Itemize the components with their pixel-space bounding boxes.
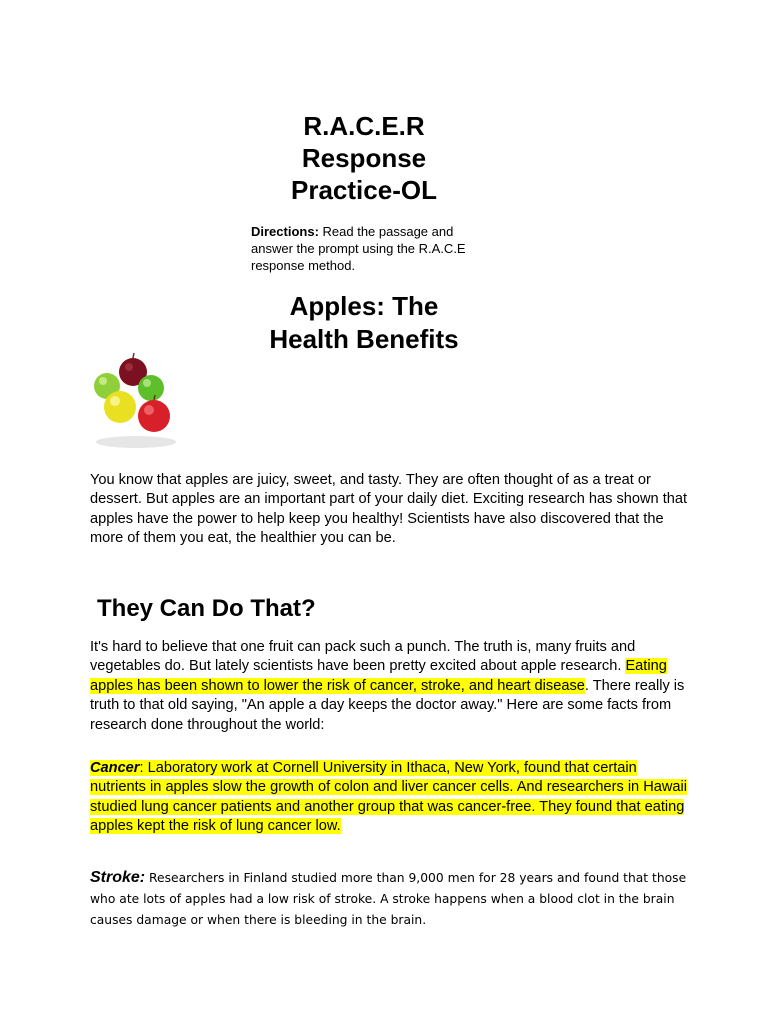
apples-image: [90, 350, 180, 450]
intro-paragraph: You know that apples are juicy, sweet, and tasty. They are often thought of as a treat or dessert. But apples are an important part of your daily diet. Exciting research has shown that apples have the power to help keep you healthy! Scientists have also discovered that the more of them you eat, the healthier you can be.: [90, 472, 688, 547]
article-title-line-2: Health Benefits: [269, 324, 459, 354]
stroke-paragraph: [90, 867, 690, 931]
article-title-line-1: Apples: The: [289, 291, 439, 321]
section-p1-start: It's hard to believe that one fruit can pack such a punch. The truth is, many fruits and vegetables do. But lately scientists have been pretty excited about apple research.: [90, 639, 636, 675]
cancer-label: Cancer: [90, 760, 140, 776]
stroke-colon: :: [139, 869, 146, 886]
title-line-3: Practice-OL: [291, 175, 437, 205]
directions-text: Read the passage and answer the prompt using the R.A.C.E response method.: [251, 224, 466, 273]
stroke-text: Researchers in Finland studied more than 9,000 men for 28 years and found that those who ate lots of apples had a low risk of stroke. A stroke happens when a blood clot in the brain causes damage or when there is bleeding in the brain.: [90, 871, 687, 927]
stroke-label-text: Stroke: [90, 869, 140, 886]
directions: [251, 223, 481, 274]
section-p1-end: . There really is truth to that old saying, "An apple a day keeps the doctor away." Here are some facts from research done throughout the world:: [90, 677, 685, 733]
article-title: [0, 290, 728, 356]
document-title: [0, 110, 728, 206]
title-line-2: Response: [301, 143, 427, 173]
section-heading: They Can Do That?: [97, 595, 316, 622]
title-line-1: R.A.C.E.R: [303, 111, 425, 141]
directions-label: Directions:: [251, 224, 319, 239]
stroke-label: [90, 869, 145, 886]
section-paragraph: [90, 638, 690, 735]
highlighted-sentence: Eating apples has been shown to lower the risk of cancer, stroke, and heart disease: [90, 658, 667, 694]
cancer-highlight: [90, 760, 687, 834]
cancer-paragraph: [90, 759, 690, 837]
cancer-text: : Laboratory work at Cornell University in Ithaca, New York, found that certain nutrients in apples slow the growth of colon and liver cancer cells. And researchers in Hawaii studied lung cancer patients and another group that was cancer-free. They found that eating apples kept the risk of lung cancer low.: [90, 760, 688, 835]
